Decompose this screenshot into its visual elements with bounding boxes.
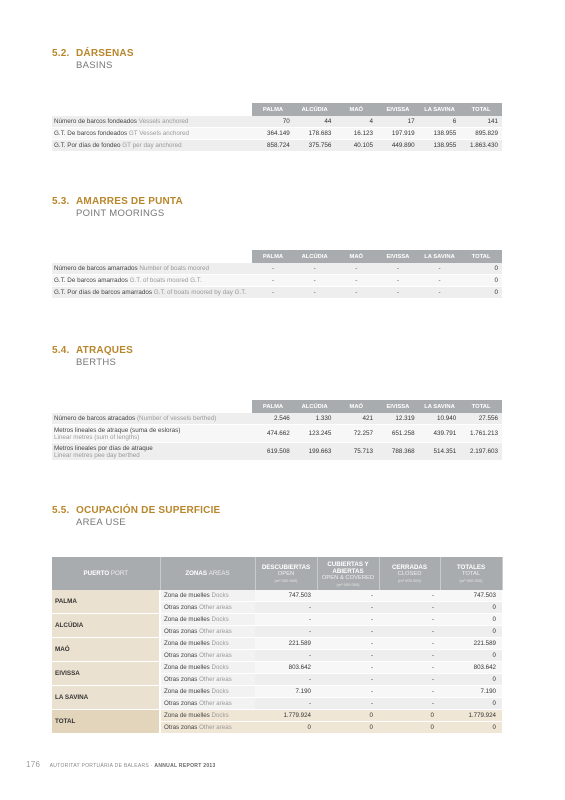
cell-value: - (335, 287, 377, 299)
cell-value: 0 (460, 263, 502, 275)
cell-value: 2.546 (252, 413, 294, 425)
header-totals: TOTALES TOTAL (m² 000 000) (440, 557, 502, 590)
zone-label: Zona de muelles Docks (160, 662, 255, 674)
cell-value: 0 (440, 602, 502, 614)
table-row (52, 443, 502, 461)
cell-value: 123.245 (294, 425, 336, 443)
header-port: PUERTO PORT (52, 557, 160, 590)
cell-value: 0 (460, 287, 502, 299)
table-row (52, 710, 502, 722)
cell-value: - (379, 698, 440, 710)
cell-value: 141 (460, 116, 502, 128)
header-blank (52, 400, 252, 413)
cell-value: - (255, 614, 317, 626)
header-col: MAÓ (335, 250, 377, 263)
cell-value: 0 (440, 722, 502, 734)
berths-table (52, 400, 502, 461)
cell-value: 439.791 (419, 425, 461, 443)
cell-value: 803.642 (440, 662, 502, 674)
cell-value: 10.940 (419, 413, 461, 425)
cell-value: 375.756 (294, 140, 336, 152)
cell-value: 1.761.213 (460, 425, 502, 443)
zone-label: Zona de muelles Docks (160, 614, 255, 626)
cell-value: 514.351 (419, 443, 461, 461)
section-berths (52, 345, 133, 368)
header-col: MAÓ (335, 400, 377, 413)
cell-value: 138.955 (419, 128, 461, 140)
cell-value: 44 (294, 116, 336, 128)
cell-value: 75.713 (335, 443, 377, 461)
port-name: EIVISSA (52, 662, 160, 686)
zone-label: Zona de muelles Docks (160, 710, 255, 722)
cell-value: - (317, 698, 379, 710)
header-blank (52, 250, 252, 263)
area-use-table (52, 557, 503, 734)
cell-value: - (252, 287, 294, 299)
page-footer: 176 AUTORITAT PORTUÀRIA DE BALEARS · ANNUAL REPORT 2013 (26, 760, 216, 769)
cell-value: 197.919 (377, 128, 419, 140)
cell-value: 221.589 (255, 638, 317, 650)
zone-label: Otras zonas Other areas (160, 698, 255, 710)
cell-value: 72.257 (335, 425, 377, 443)
header-col: EIVISSA (377, 103, 419, 116)
cell-value: 474.662 (252, 425, 294, 443)
zone-label: Otras zonas Other areas (160, 626, 255, 638)
section-basins (52, 48, 134, 71)
header-col: LA SAVINA (419, 250, 461, 263)
cell-value: 7.190 (255, 686, 317, 698)
cell-value: - (294, 263, 336, 275)
cell-value: 12.319 (377, 413, 419, 425)
cell-value: - (317, 662, 379, 674)
header-col: ALCÚDIA (294, 103, 336, 116)
zone-label: Otras zonas Other areas (160, 602, 255, 614)
header-col: TOTAL (460, 103, 502, 116)
cell-value: 40.105 (335, 140, 377, 152)
section-subtitle: BERTHS (76, 357, 117, 368)
cell-value: - (377, 275, 419, 287)
section-title: 5.4. ATRAQUES (52, 345, 133, 356)
table-row (52, 275, 502, 287)
cell-value: 138.955 (419, 140, 461, 152)
cell-value: - (255, 626, 317, 638)
page-number: 176 (26, 760, 41, 769)
cell-value: 0 (440, 626, 502, 638)
section-area-use (52, 505, 220, 528)
cell-value: - (255, 602, 317, 614)
zone-label: Otras zonas Other areas (160, 674, 255, 686)
moorings-table (52, 250, 502, 299)
cell-value: 651.258 (377, 425, 419, 443)
table-row (52, 662, 502, 674)
cell-value: 7.190 (440, 686, 502, 698)
header-col: TOTAL (460, 250, 502, 263)
cell-value: 70 (252, 116, 294, 128)
section-title: 5.3. AMARRES DE PUNTA (52, 196, 183, 207)
cell-value: 27.556 (460, 413, 502, 425)
header-covered: CUBIERTAS Y ABIERTAS OPEN & COVERED (m² 000 000) (317, 557, 379, 590)
cell-value: - (379, 686, 440, 698)
section-subtitle: BASINS (76, 60, 113, 71)
row-label: Número de barcos amarrados Number of boats moored (52, 263, 252, 275)
port-name: LA SAVINA (52, 686, 160, 710)
cell-value: - (335, 275, 377, 287)
header-zones: ZONAS AREAS (160, 557, 255, 590)
header-col: ALCÚDIA (294, 400, 336, 413)
cell-value: 858.724 (252, 140, 294, 152)
cell-value: - (419, 287, 461, 299)
table-row (52, 590, 502, 602)
cell-value: - (255, 650, 317, 662)
basins-table (52, 103, 502, 152)
zone-label: Zona de muelles Docks (160, 686, 255, 698)
cell-value: 421 (335, 413, 377, 425)
port-name: TOTAL (52, 710, 160, 734)
cell-value: - (317, 590, 379, 602)
cell-value: 1.779.924 (255, 710, 317, 722)
table-row (52, 425, 502, 443)
section-point-moorings (52, 196, 183, 219)
port-name: PALMA (52, 590, 160, 614)
cell-value: 2.197.603 (460, 443, 502, 461)
cell-value: 364.149 (252, 128, 294, 140)
section-title: 5.5. OCUPACIÓN DE SUPERFICIE (52, 505, 221, 516)
cell-value: - (379, 662, 440, 674)
table-row (52, 263, 502, 275)
section-title: 5.2. DÁRSENAS (52, 48, 134, 59)
table-row (52, 116, 502, 128)
cell-value: - (379, 638, 440, 650)
section-subtitle: POINT MOORINGS (76, 208, 165, 219)
cell-value: 0 (317, 710, 379, 722)
cell-value: - (379, 626, 440, 638)
header-col: LA SAVINA (419, 103, 461, 116)
table-row (52, 287, 502, 299)
cell-value: - (379, 674, 440, 686)
cell-value: - (294, 275, 336, 287)
cell-value: - (377, 263, 419, 275)
row-label: Número de barcos atracados (Number of vessels berthed) (52, 413, 252, 425)
cell-value: 449.890 (377, 140, 419, 152)
cell-value: 16.123 (335, 128, 377, 140)
cell-value: 895.829 (460, 128, 502, 140)
cell-value: - (255, 674, 317, 686)
zone-label: Otras zonas Other areas (160, 650, 255, 662)
port-name: ALCÚDIA (52, 614, 160, 638)
header-closed: CERRADAS CLOSED (m² 000 000) (379, 557, 440, 590)
cell-value: - (317, 686, 379, 698)
cell-value: 199.663 (294, 443, 336, 461)
cell-value: 0 (379, 722, 440, 734)
zone-label: Zona de muelles Docks (160, 590, 255, 602)
cell-value: - (317, 650, 379, 662)
row-label: G.T. Por días de fondeo GT per day anchored (52, 140, 252, 152)
header-col: PALMA (252, 250, 294, 263)
cell-value: - (379, 650, 440, 662)
table-row (52, 128, 502, 140)
table-row (52, 638, 502, 650)
cell-value: - (317, 614, 379, 626)
cell-value: 803.642 (255, 662, 317, 674)
cell-value: - (419, 263, 461, 275)
footer-org: AUTORITAT PORTUÀRIA DE BALEARS (49, 763, 150, 769)
header-col: ALCÚDIA (294, 250, 336, 263)
row-label: Número de barcos fondeados Vessels anchored (52, 116, 252, 128)
cell-value: 1.330 (294, 413, 336, 425)
cell-value: 788.368 (377, 443, 419, 461)
header-col: MAÓ (335, 103, 377, 116)
cell-value: 0 (440, 674, 502, 686)
header-col: PALMA (252, 400, 294, 413)
header-col: EIVISSA (377, 400, 419, 413)
cell-value: 0 (460, 275, 502, 287)
row-label: Metros lineales de atraque (suma de esloras) Linear metres (sum of lengths) (52, 425, 252, 443)
cell-value: - (255, 698, 317, 710)
cell-value: - (252, 263, 294, 275)
cell-value: - (419, 275, 461, 287)
footer-report: ANNUAL REPORT 2013 (154, 763, 216, 769)
cell-value: 0 (379, 710, 440, 722)
zone-label: Zona de muelles Docks (160, 638, 255, 650)
cell-value: 0 (440, 698, 502, 710)
table-row (52, 140, 502, 152)
cell-value: 4 (335, 116, 377, 128)
cell-value: 221.589 (440, 638, 502, 650)
table-row (52, 413, 502, 425)
cell-value: 178.683 (294, 128, 336, 140)
port-name: MAÓ (52, 638, 160, 662)
row-label: G.T. De barcos amarrados G.T. of boats moored G.T. (52, 275, 252, 287)
cell-value: - (294, 287, 336, 299)
cell-value: - (377, 287, 419, 299)
header-col: PALMA (252, 103, 294, 116)
row-label: G.T. Por días de barcos amarrados G.T. of boats moored by day G.T. (52, 287, 252, 299)
cell-value: 0 (440, 650, 502, 662)
cell-value: - (335, 263, 377, 275)
cell-value: 17 (377, 116, 419, 128)
zone-label: Otras zonas Other areas (160, 722, 255, 734)
cell-value: 6 (419, 116, 461, 128)
section-subtitle: AREA USE (76, 517, 126, 528)
cell-value: 0 (440, 614, 502, 626)
cell-value: 0 (255, 722, 317, 734)
cell-value: - (317, 626, 379, 638)
row-label: G.T. De barcos fondeados GT Vessels anchored (52, 128, 252, 140)
cell-value: 619.508 (252, 443, 294, 461)
cell-value: - (379, 614, 440, 626)
cell-value: - (317, 602, 379, 614)
cell-value: 0 (317, 722, 379, 734)
header-col: EIVISSA (377, 250, 419, 263)
cell-value: 1.779.924 (440, 710, 502, 722)
table-row (52, 686, 502, 698)
header-col: LA SAVINA (419, 400, 461, 413)
header-blank (52, 103, 252, 116)
table-row (52, 614, 502, 626)
cell-value: - (317, 638, 379, 650)
cell-value: - (317, 674, 379, 686)
cell-value: 747.503 (440, 590, 502, 602)
row-label: Metros lineales por días de atraque Linear metres pee day berthed (52, 443, 252, 461)
cell-value: - (252, 275, 294, 287)
cell-value: 747.503 (255, 590, 317, 602)
header-col: TOTAL (460, 400, 502, 413)
cell-value: - (379, 602, 440, 614)
cell-value: 1.863.430 (460, 140, 502, 152)
header-open: DESCUBIERTAS OPEN (m² 000 000) (255, 557, 317, 590)
cell-value: - (379, 590, 440, 602)
